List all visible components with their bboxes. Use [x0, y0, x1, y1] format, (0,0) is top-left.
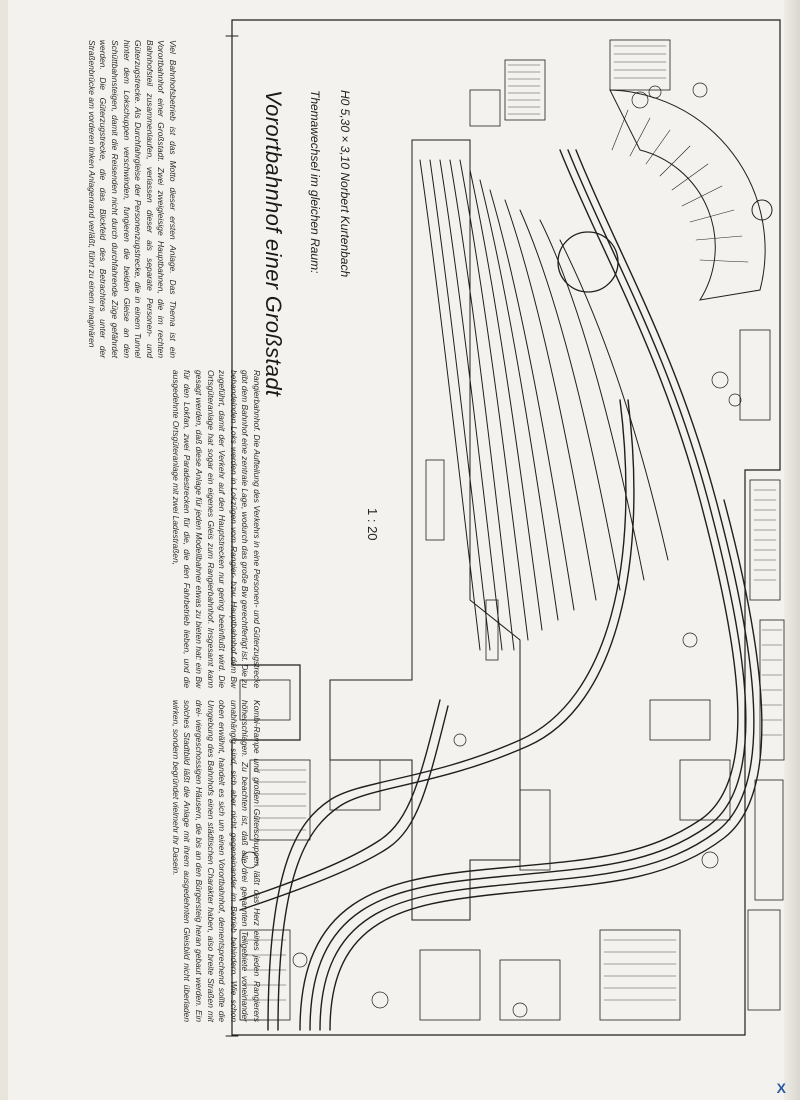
scale-label: 1 : 20 — [365, 508, 380, 541]
station-tracks — [420, 160, 668, 650]
text-column-3: Kombi-Rampe und großen Güterschuppen läßt das Herz eines jeden Rangierers höherschlagen. Zu beachten ist, daß alle drei genannten Teilgebiete voneinander unabhängig sind, sich aber nicht gegeneinander im Betrieb behindern. Wie schon oben erwähnt, handelt es sich um einen Vorortbahnhof, dementsprechend sollte die Umgebung des Bahnhofs einen städtischen Charakter haben, also breite Straßen mit drei- viergeschossigen Häusern, die bis an den Bürgersteig heran gebaut werden. Ein solches Stadtbild läßt die Anlage mit ihrem ausgedehnten Gleisbild nicht überladen wirken, sondern begründet vielmehr ihr Dasein. — [170, 700, 262, 1022]
article-meta: H0 5,30 × 3,10 Norbert Kurtenbach — [338, 90, 352, 278]
article-title: Vorortbahnhof einer Großstadt — [261, 90, 286, 397]
roundhouse-stalls — [612, 110, 748, 262]
text-column-2: Rangierbahnhof. Die Aufteilung des Verkehrs in eine Personen- und Güterzugstrecke gibt dem Bahnhof eine zentrale Lage, wodurch das große Bw gerechtfertigt ist. Die zu behandelnden Loks werden in Lokzügen vom Rangier- bzw. Hauptbahnhof dem Bw zugeführt, damit der Verkehr auf den Hauptstrecken nur gering beeinflußt wird. Die Ortsgüteranlage hat sogar ein eigenes Gleis zum Rangierbahnhof. Insgesamt kann gesagt werden, daß diese Anlage für jeden Modellbahner etwas zu bieten hat: ein Bw für den Lokfan, zwei Paradestrecken für die, die den Fahrbetrieb lieben, und die ausgedehnte Ortsgüteranlage mit zwei Ladestraßen, — [170, 370, 262, 688]
main-line-tracks — [240, 150, 762, 1030]
roundhouse — [610, 90, 765, 300]
corner-mark: X — [776, 1080, 786, 1096]
station-platform-outline — [330, 140, 520, 920]
turntable — [558, 232, 618, 292]
text-column-1: Viel Bahnhofsbetrieb ist das Motto dieser ersten Anlage. Das Thema ist ein Vorortbahnhof einer Großstadt. Zwei zweigleisige Hauptbahnen, die im rechten Bahnhofsteil zusammenlaufen, verlassen dieser als separate Personen- und Güterzugstrecke. Als Durchfahrgleise der Personenzugstrecke, die in einem Tunnel hinter dem Lokschuppen verschwinden, fungieren die beiden Gleise an den Schüttbahnsteigen, damit die Reisenden nicht durch durchfahrende Züge gefährdet werden. Die Güterzugstrecke, die das Blickfeld des Betrachters unter der Straßenbrücke am vorderen linken Anlagenrand verläßt, führt zu einem imaginären — [86, 40, 178, 358]
article-subtitle: Themawechsel im gleichen Raum: — [308, 90, 322, 274]
